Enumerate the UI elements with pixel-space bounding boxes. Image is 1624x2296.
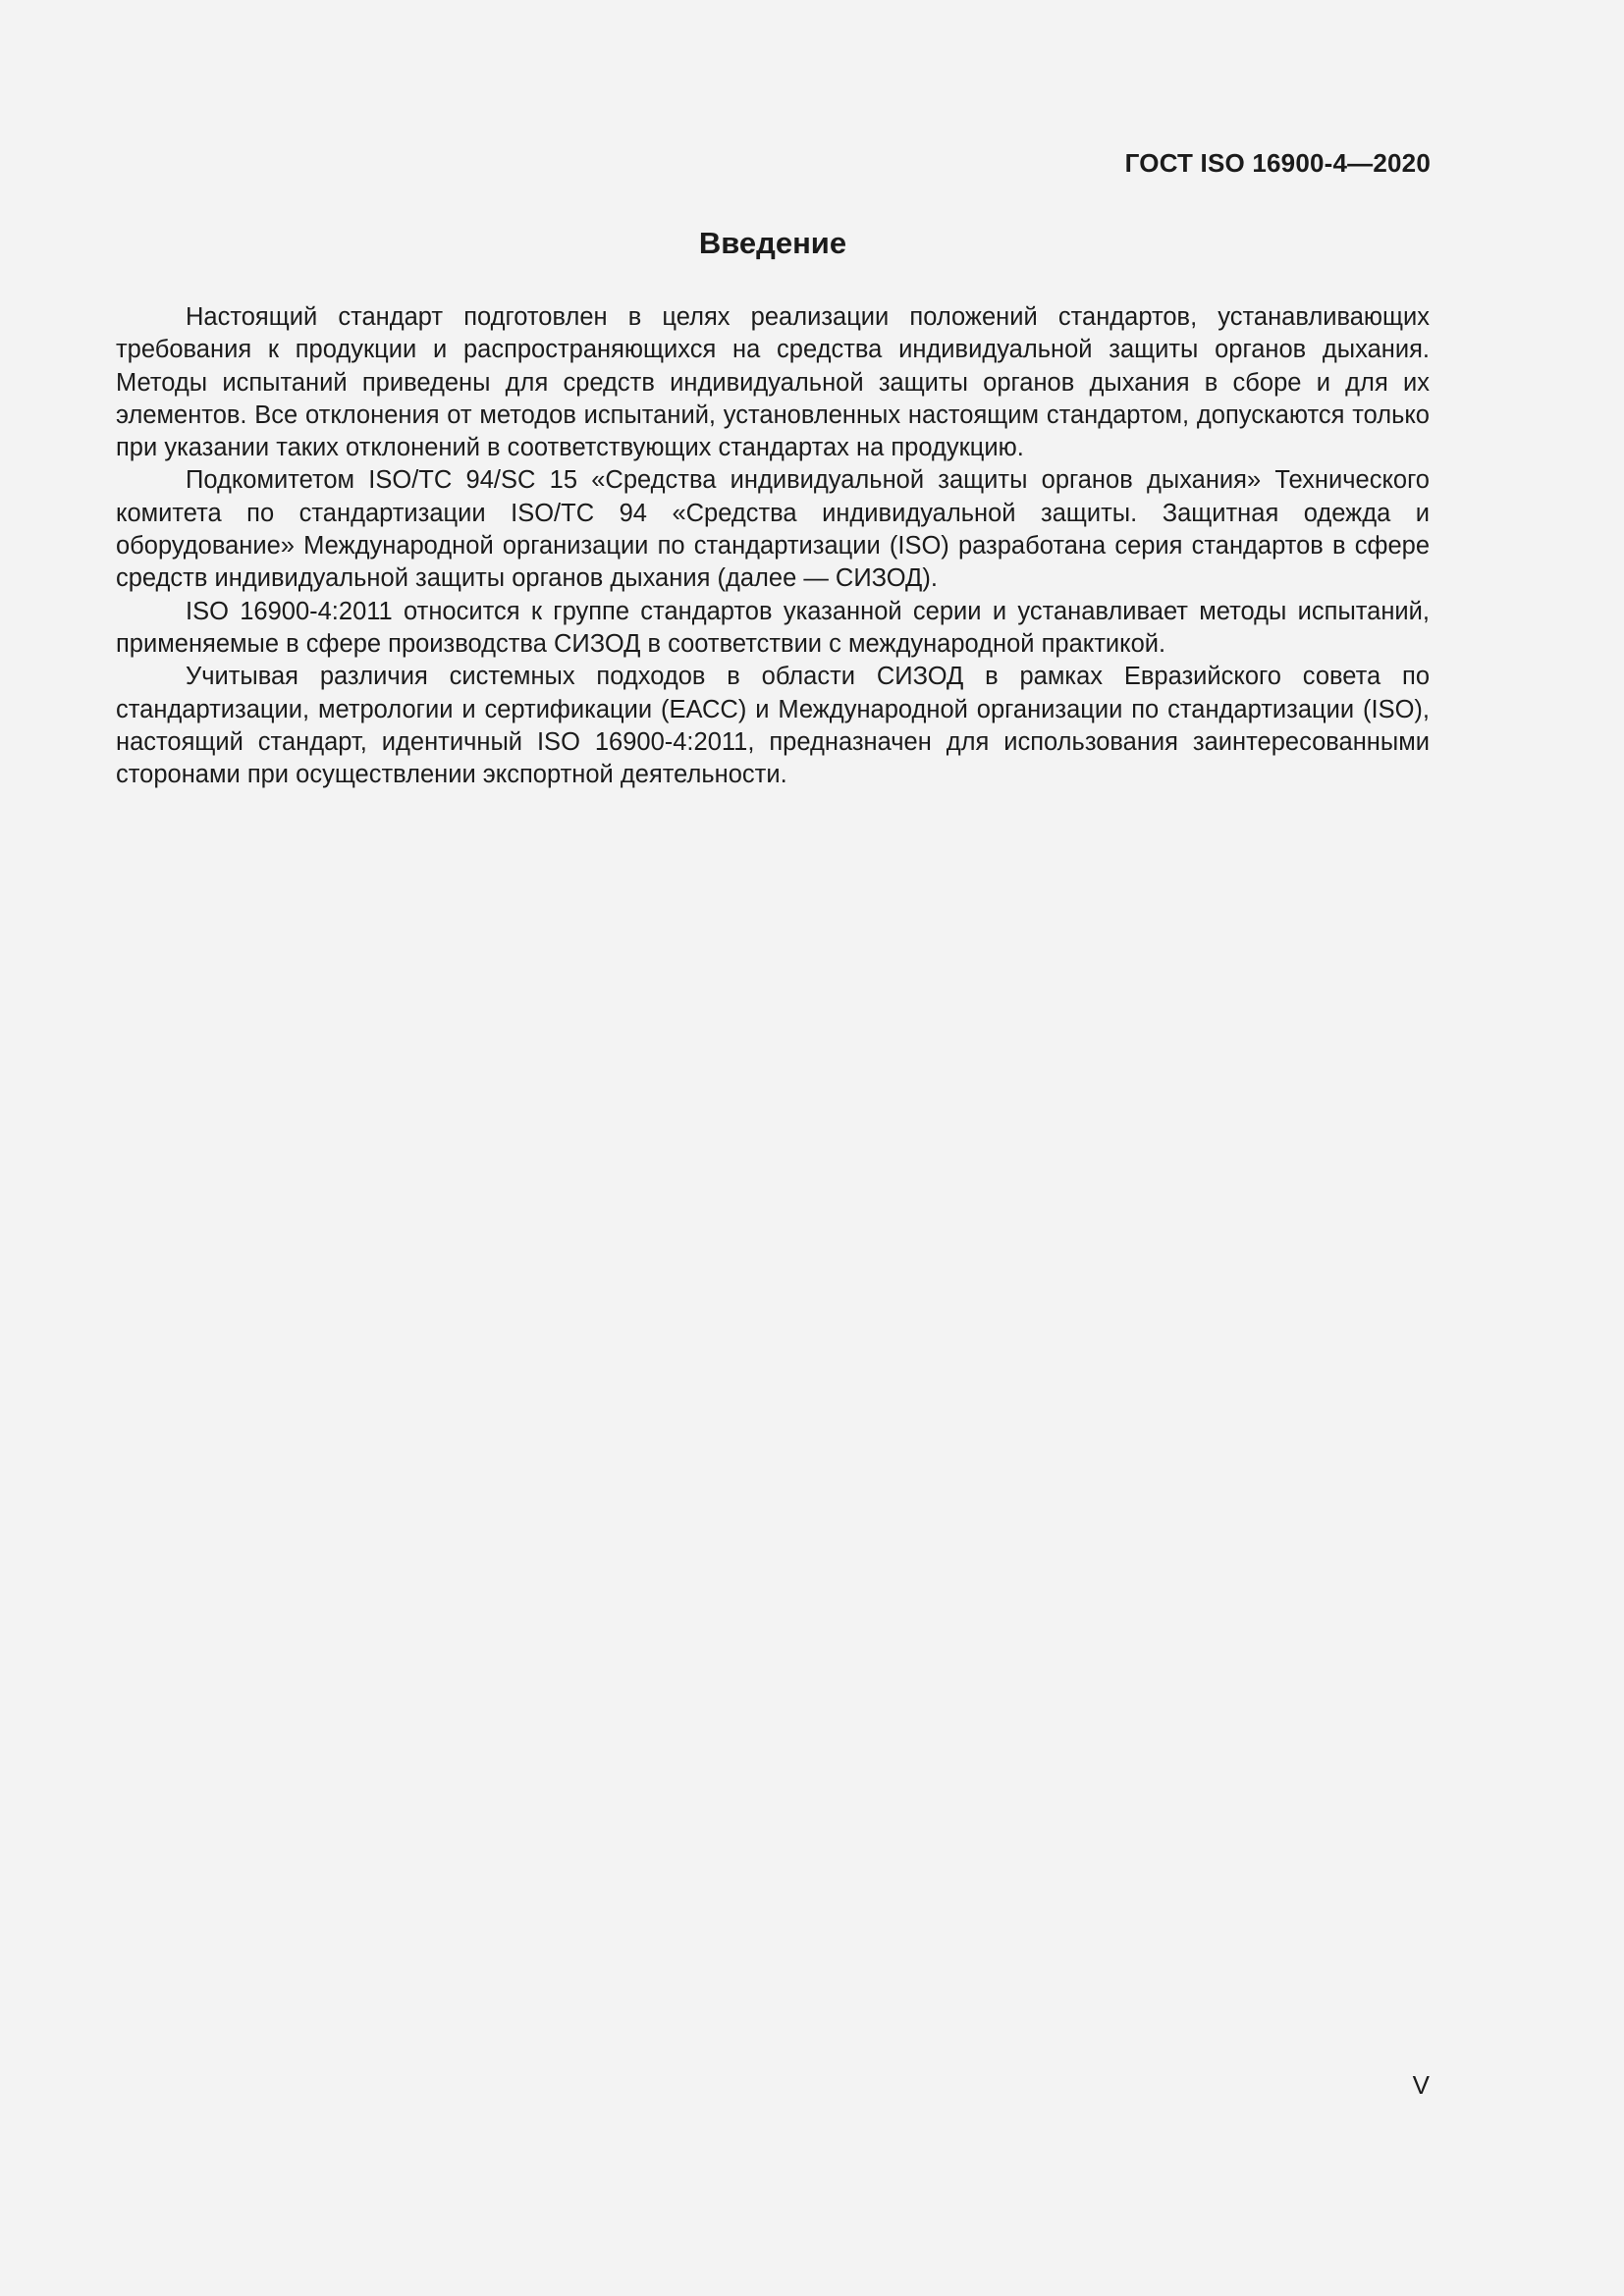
paragraph: ISO 16900-4:2011 относится к группе стандартов указанной серии и устанавливает методы испытаний, применяемые в сфере производства СИЗОД в соответствии с международной практикой. (116, 597, 1430, 658)
paragraph: Учитывая различия системных подходов в области СИЗОД в рамках Евразийского совета по стандартизации, метрологии и сертификации (ЕАСС) и Международной организации по стандартизации (ISO), настоящий стандарт, идентичный ISO 16900-4:2011, предназначен для использования заинтересованными сторонами при осуществлении экспортной деятельности. (116, 663, 1430, 789)
page-number: V (1412, 2070, 1430, 2100)
section-body (116, 301, 1430, 791)
paragraph: Подкомитетом ISO/TC 94/SC 15 «Средства индивидуальной защиты органов дыхания» Технического комитета по стандартизации ISO/TC 94 «Средства индивидуальной защиты. Защитная одежда и оборудование» Международной организации по стандартизации (ISO) разработана серия стандартов в сфере средств индивидуальной защиты органов дыхания (далее — СИЗОД). (116, 466, 1430, 593)
paragraph: Настоящий стандарт подготовлен в целях реализации положений стандартов, устанавливающих требования к продукции и распространяющихся на средства индивидуальной защиты органов дыхания. Методы испытаний приведены для средств индивидуальной защиты органов дыхания в сборе и для их элементов. Все отклонения от методов испытаний, установленных настоящим стандартом, допускаются только при указании таких отклонений в соответствующих стандартах на продукцию. (116, 303, 1430, 462)
document-code: ГОСТ ISO 16900-4—2020 (1124, 148, 1431, 178)
section-title: Введение (698, 226, 847, 260)
